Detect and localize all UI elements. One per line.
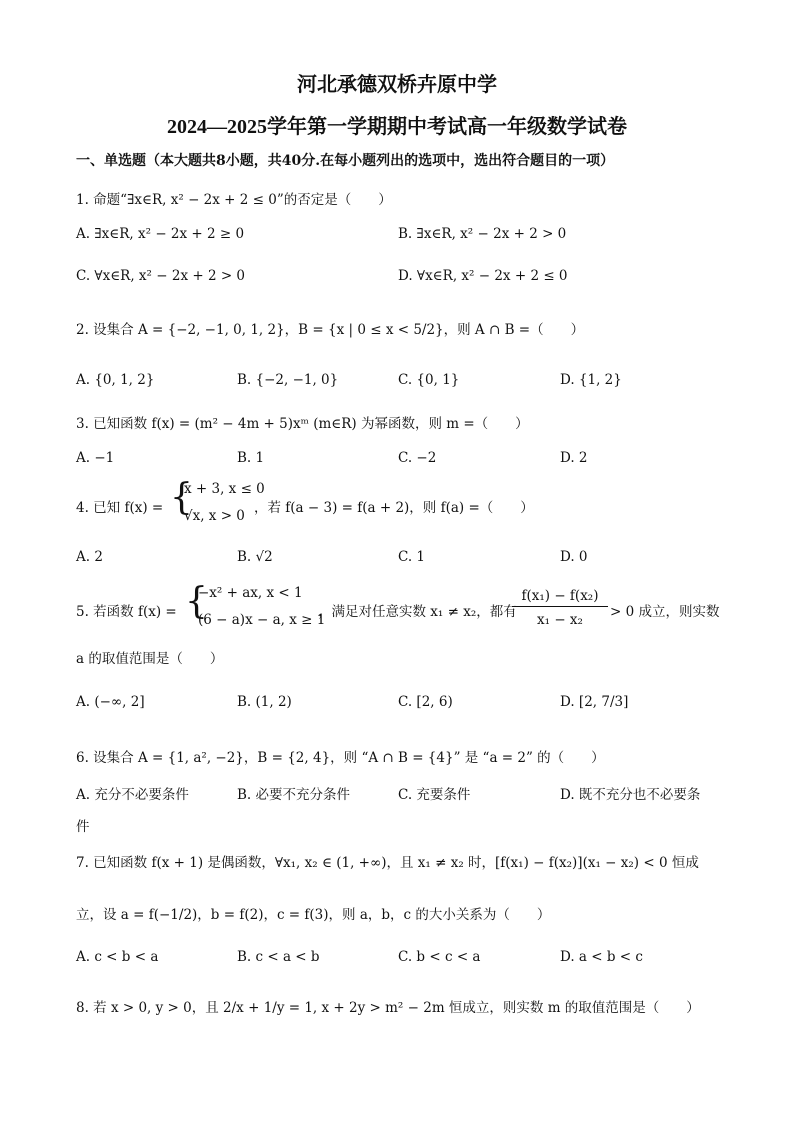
- question-4-stem-start: 4. 已知 f(x) =: [76, 500, 164, 516]
- q2-option-d: D. {1, 2}: [560, 372, 622, 388]
- section-heading: 一、单选题（本大题共8小题，共40分.在每小题列出的选项中，选出符合题目的一项）: [76, 153, 615, 169]
- q1-option-a: A. ∃x∈R, x² − 2x + 2 ≥ 0: [76, 226, 245, 242]
- question-4-stem-end: ，若 f(a − 3) = f(a + 2)，则 f(a) =（ ）: [254, 500, 534, 516]
- q1-option-b: B. ∃x∈R, x² − 2x + 2 > 0: [398, 226, 567, 242]
- q4-piece-2: √x, x > 0: [184, 508, 245, 524]
- q6-option-d-wrap: 件: [76, 819, 90, 835]
- q5-fraction-denominator: x₁ − x₂: [537, 612, 583, 628]
- q3-option-a: A. −1: [76, 450, 115, 466]
- question-1-stem: 1. 命题“∃x∈R, x² − 2x + 2 ≤ 0”的否定是（ ）: [76, 192, 392, 208]
- q4-option-d: D. 0: [560, 549, 588, 565]
- exam-title: 2024—2025学年第一学期期中考试高一年级数学试卷: [167, 116, 627, 138]
- q6-option-d: D. 既不充分也不必要条: [560, 787, 701, 803]
- q5-option-c: C. [2, 6): [398, 694, 453, 710]
- q4-option-c: C. 1: [398, 549, 426, 565]
- q5-piece-2: (6 − a)x − a, x ≥ 1: [198, 612, 326, 628]
- q4-piece-1: x + 3, x ≤ 0: [184, 481, 265, 497]
- q1-option-d: D. ∀x∈R, x² − 2x + 2 ≤ 0: [398, 268, 568, 284]
- q4-option-a: A. 2: [76, 549, 103, 565]
- question-6-stem: 6. 设集合 A = {1, a², −2}，B = {2, 4}，则 “A ∩ B = {4}” 是 “a = 2” 的（ ）: [76, 750, 605, 766]
- q3-option-b: B. 1: [237, 450, 265, 466]
- q2-option-c: C. {0, 1}: [398, 372, 460, 388]
- question-7-stem-continued: 立，设 a = f(−1/2)，b = f(2)，c = f(3)，则 a，b，c 的大小关系为（ ）: [76, 907, 551, 923]
- q2-option-b: B. {−2, −1, 0}: [237, 372, 339, 388]
- q3-option-d: D. 2: [560, 450, 588, 466]
- q5-fraction-numerator: f(x₁) − f(x₂): [512, 588, 608, 607]
- school-name: 河北承德双桥卉原中学: [297, 74, 497, 96]
- question-8-stem: 8. 若 x > 0, y > 0，且 2/x + 1/y = 1, x + 2y > m² − 2m 恒成立，则实数 m 的取值范围是（ ）: [76, 1000, 700, 1016]
- question-5-stem-continued: a 的取值范围是（ ）: [76, 651, 224, 667]
- question-7-stem: 7. 已知函数 f(x + 1) 是偶函数，∀x₁, x₂ ∈ (1, +∞)，且 x₁ ≠ x₂ 时，[f(x₁) − f(x₂)](x₁ − x₂) < 0 恒成: [76, 855, 699, 871]
- question-5-stem-end: > 0 成立，则实数: [610, 604, 720, 620]
- q5-piece-1: −x² + ax, x < 1: [198, 585, 303, 601]
- q5-option-d: D. [2, 7/3]: [560, 694, 629, 710]
- q6-option-a: A. 充分不必要条件: [76, 787, 189, 803]
- q5-option-a: A. (−∞, 2]: [76, 694, 145, 710]
- q7-option-a: A. c < b < a: [76, 949, 159, 965]
- q1-option-c: C. ∀x∈R, x² − 2x + 2 > 0: [76, 268, 246, 284]
- question-2-stem: 2. 设集合 A = {−2, −1, 0, 1, 2}，B = {x | 0 ≤ x < 5/2}，则 A ∩ B =（ ）: [76, 322, 585, 338]
- q2-option-a: A. {0, 1, 2}: [76, 372, 155, 388]
- q4-option-b: B. √2: [237, 549, 273, 565]
- q7-option-b: B. c < a < b: [237, 949, 320, 965]
- q7-option-d: D. a < b < c: [560, 949, 643, 965]
- q7-option-c: C. b < c < a: [398, 949, 481, 965]
- question-5-stem-mid: ，满足对任意实数 x₁ ≠ x₂，都有: [318, 604, 517, 620]
- question-3-stem: 3. 已知函数 f(x) = (m² − 4m + 5)xᵐ (m∈R) 为幂函数，则 m =（ ）: [76, 416, 529, 432]
- q6-option-b: B. 必要不充分条件: [237, 787, 351, 803]
- question-5-stem-start: 5. 若函数 f(x) =: [76, 604, 177, 620]
- brace-symbol: {: [170, 477, 193, 518]
- brace-symbol: {: [185, 581, 208, 622]
- q5-option-b: B. (1, 2): [237, 694, 292, 710]
- q6-option-c: C. 充要条件: [398, 787, 471, 803]
- q3-option-c: C. −2: [398, 450, 437, 466]
